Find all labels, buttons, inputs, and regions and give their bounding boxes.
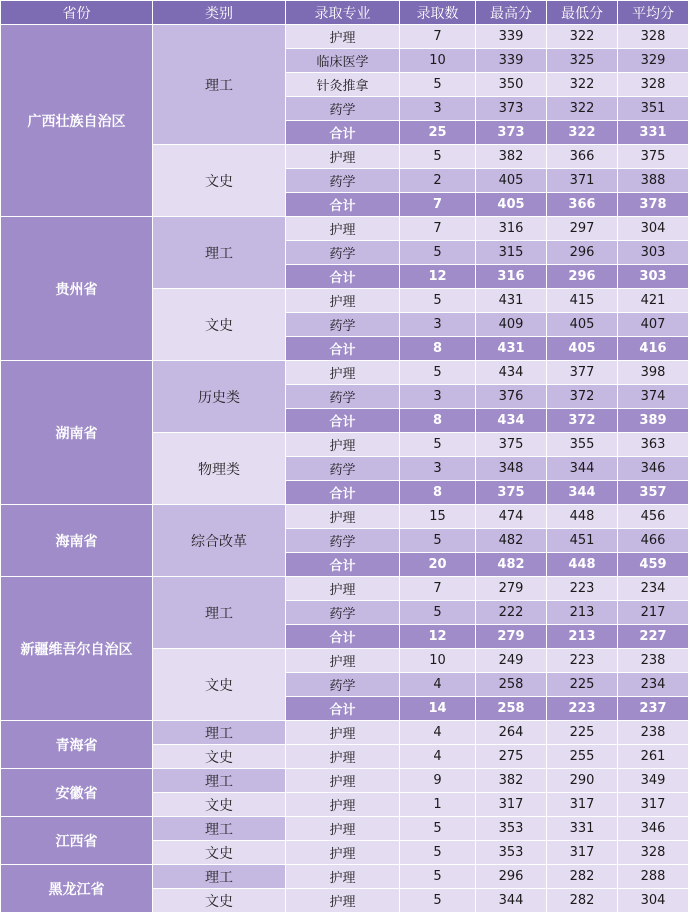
max-score-cell: 264	[476, 721, 547, 745]
max-score-cell: 482	[476, 553, 547, 577]
min-score-cell: 448	[547, 553, 618, 577]
province-cell: 湖南省	[1, 361, 153, 505]
major-cell: 合计	[286, 409, 400, 433]
major-cell: 护理	[286, 817, 400, 841]
category-cell: 文史	[153, 793, 286, 817]
header-min-score: 最低分	[547, 1, 618, 25]
avg-score-cell: 317	[618, 793, 688, 817]
max-score-cell: 382	[476, 769, 547, 793]
category-cell: 历史类	[153, 361, 286, 433]
table-row	[1, 577, 688, 601]
count-cell: 4	[400, 721, 476, 745]
avg-score-cell: 328	[618, 841, 688, 865]
min-score-cell: 213	[547, 601, 618, 625]
count-cell: 5	[400, 241, 476, 265]
avg-score-cell: 466	[618, 529, 688, 553]
header-avg-score: 平均分	[618, 1, 688, 25]
avg-score-cell: 238	[618, 721, 688, 745]
major-cell: 合计	[286, 193, 400, 217]
major-cell: 护理	[286, 721, 400, 745]
avg-score-cell: 328	[618, 73, 688, 97]
header-major: 录取专业	[286, 1, 400, 25]
min-score-cell: 448	[547, 505, 618, 529]
table-row	[1, 361, 688, 385]
table-body	[1, 25, 688, 913]
max-score-cell: 316	[476, 217, 547, 241]
min-score-cell: 317	[547, 793, 618, 817]
count-cell: 5	[400, 889, 476, 913]
count-cell: 20	[400, 553, 476, 577]
min-score-cell: 317	[547, 841, 618, 865]
major-cell: 护理	[286, 745, 400, 769]
count-cell: 9	[400, 769, 476, 793]
count-cell: 8	[400, 337, 476, 361]
major-cell: 护理	[286, 433, 400, 457]
max-score-cell: 317	[476, 793, 547, 817]
min-score-cell: 344	[547, 481, 618, 505]
header-province: 省份	[1, 1, 153, 25]
max-score-cell: 339	[476, 25, 547, 49]
avg-score-cell: 346	[618, 457, 688, 481]
major-cell: 药学	[286, 241, 400, 265]
max-score-cell: 474	[476, 505, 547, 529]
max-score-cell: 279	[476, 625, 547, 649]
count-cell: 1	[400, 793, 476, 817]
province-cell: 安徽省	[1, 769, 153, 817]
max-score-cell: 434	[476, 361, 547, 385]
major-cell: 护理	[286, 361, 400, 385]
count-cell: 5	[400, 601, 476, 625]
min-score-cell: 322	[547, 25, 618, 49]
min-score-cell: 325	[547, 49, 618, 73]
major-cell: 护理	[286, 25, 400, 49]
major-cell: 护理	[286, 649, 400, 673]
max-score-cell: 348	[476, 457, 547, 481]
header-count: 录取数	[400, 1, 476, 25]
min-score-cell: 223	[547, 577, 618, 601]
max-score-cell: 222	[476, 601, 547, 625]
province-cell: 江西省	[1, 817, 153, 865]
count-cell: 12	[400, 265, 476, 289]
max-score-cell: 482	[476, 529, 547, 553]
avg-score-cell: 416	[618, 337, 688, 361]
province-cell: 新疆维吾尔自治区	[1, 577, 153, 721]
avg-score-cell: 331	[618, 121, 688, 145]
min-score-cell: 377	[547, 361, 618, 385]
category-cell: 文史	[153, 649, 286, 721]
major-cell: 护理	[286, 505, 400, 529]
avg-score-cell: 388	[618, 169, 688, 193]
max-score-cell: 344	[476, 889, 547, 913]
avg-score-cell: 261	[618, 745, 688, 769]
major-cell: 护理	[286, 289, 400, 313]
avg-score-cell: 303	[618, 265, 688, 289]
max-score-cell: 373	[476, 121, 547, 145]
max-score-cell: 375	[476, 433, 547, 457]
max-score-cell: 296	[476, 865, 547, 889]
max-score-cell: 279	[476, 577, 547, 601]
min-score-cell: 331	[547, 817, 618, 841]
header-max-score: 最高分	[476, 1, 547, 25]
min-score-cell: 355	[547, 433, 618, 457]
major-cell: 合计	[286, 121, 400, 145]
count-cell: 7	[400, 193, 476, 217]
count-cell: 8	[400, 409, 476, 433]
count-cell: 5	[400, 145, 476, 169]
category-cell: 理工	[153, 217, 286, 289]
avg-score-cell: 304	[618, 217, 688, 241]
min-score-cell: 372	[547, 409, 618, 433]
avg-score-cell: 234	[618, 673, 688, 697]
min-score-cell: 290	[547, 769, 618, 793]
avg-score-cell: 378	[618, 193, 688, 217]
count-cell: 10	[400, 649, 476, 673]
category-cell: 理工	[153, 865, 286, 889]
count-cell: 7	[400, 577, 476, 601]
table-row	[1, 865, 688, 889]
max-score-cell: 249	[476, 649, 547, 673]
avg-score-cell: 346	[618, 817, 688, 841]
major-cell: 合计	[286, 697, 400, 721]
major-cell: 护理	[286, 769, 400, 793]
count-cell: 5	[400, 841, 476, 865]
min-score-cell: 225	[547, 673, 618, 697]
major-cell: 合计	[286, 625, 400, 649]
avg-score-cell: 304	[618, 889, 688, 913]
avg-score-cell: 329	[618, 49, 688, 73]
count-cell: 25	[400, 121, 476, 145]
avg-score-cell: 389	[618, 409, 688, 433]
max-score-cell: 353	[476, 841, 547, 865]
count-cell: 8	[400, 481, 476, 505]
min-score-cell: 296	[547, 241, 618, 265]
category-cell: 理工	[153, 577, 286, 649]
max-score-cell: 375	[476, 481, 547, 505]
province-cell: 海南省	[1, 505, 153, 577]
major-cell: 药学	[286, 169, 400, 193]
min-score-cell: 405	[547, 313, 618, 337]
major-cell: 药学	[286, 529, 400, 553]
avg-score-cell: 407	[618, 313, 688, 337]
min-score-cell: 296	[547, 265, 618, 289]
count-cell: 10	[400, 49, 476, 73]
max-score-cell: 434	[476, 409, 547, 433]
min-score-cell: 322	[547, 121, 618, 145]
avg-score-cell: 374	[618, 385, 688, 409]
major-cell: 护理	[286, 145, 400, 169]
max-score-cell: 376	[476, 385, 547, 409]
category-cell: 文史	[153, 289, 286, 361]
min-score-cell: 371	[547, 169, 618, 193]
min-score-cell: 225	[547, 721, 618, 745]
avg-score-cell: 217	[618, 601, 688, 625]
avg-score-cell: 363	[618, 433, 688, 457]
avg-score-cell: 375	[618, 145, 688, 169]
min-score-cell: 366	[547, 145, 618, 169]
major-cell: 临床医学	[286, 49, 400, 73]
major-cell: 合计	[286, 481, 400, 505]
min-score-cell: 322	[547, 73, 618, 97]
min-score-cell: 297	[547, 217, 618, 241]
max-score-cell: 316	[476, 265, 547, 289]
count-cell: 5	[400, 361, 476, 385]
min-score-cell: 366	[547, 193, 618, 217]
avg-score-cell: 398	[618, 361, 688, 385]
major-cell: 护理	[286, 793, 400, 817]
table-row	[1, 25, 688, 49]
province-cell: 青海省	[1, 721, 153, 769]
category-cell: 理工	[153, 721, 286, 745]
max-score-cell: 405	[476, 193, 547, 217]
category-cell: 文史	[153, 745, 286, 769]
header-category: 类别	[153, 1, 286, 25]
header-row	[1, 1, 688, 25]
min-score-cell: 223	[547, 649, 618, 673]
count-cell: 7	[400, 217, 476, 241]
table-row	[1, 505, 688, 529]
table-row	[1, 817, 688, 841]
avg-score-cell: 237	[618, 697, 688, 721]
count-cell: 5	[400, 433, 476, 457]
count-cell: 4	[400, 745, 476, 769]
min-score-cell: 282	[547, 865, 618, 889]
avg-score-cell: 421	[618, 289, 688, 313]
major-cell: 合计	[286, 265, 400, 289]
table-row	[1, 769, 688, 793]
max-score-cell: 431	[476, 289, 547, 313]
max-score-cell: 431	[476, 337, 547, 361]
category-cell: 物理类	[153, 433, 286, 505]
category-cell: 文史	[153, 841, 286, 865]
major-cell: 药学	[286, 313, 400, 337]
count-cell: 5	[400, 73, 476, 97]
min-score-cell: 255	[547, 745, 618, 769]
major-cell: 药学	[286, 457, 400, 481]
min-score-cell: 213	[547, 625, 618, 649]
count-cell: 3	[400, 385, 476, 409]
max-score-cell: 405	[476, 169, 547, 193]
province-cell: 广西壮族自治区	[1, 25, 153, 217]
count-cell: 5	[400, 817, 476, 841]
count-cell: 5	[400, 529, 476, 553]
count-cell: 12	[400, 625, 476, 649]
max-score-cell: 258	[476, 673, 547, 697]
province-cell: 黑龙江省	[1, 865, 153, 913]
count-cell: 3	[400, 313, 476, 337]
category-cell: 理工	[153, 25, 286, 145]
major-cell: 药学	[286, 673, 400, 697]
count-cell: 2	[400, 169, 476, 193]
category-cell: 综合改革	[153, 505, 286, 577]
count-cell: 5	[400, 289, 476, 313]
avg-score-cell: 459	[618, 553, 688, 577]
avg-score-cell: 227	[618, 625, 688, 649]
major-cell: 药学	[286, 385, 400, 409]
avg-score-cell: 288	[618, 865, 688, 889]
major-cell: 护理	[286, 865, 400, 889]
max-score-cell: 315	[476, 241, 547, 265]
category-cell: 理工	[153, 769, 286, 793]
category-cell: 理工	[153, 817, 286, 841]
major-cell: 护理	[286, 841, 400, 865]
count-cell: 15	[400, 505, 476, 529]
avg-score-cell: 351	[618, 97, 688, 121]
province-cell: 贵州省	[1, 217, 153, 361]
table-row	[1, 217, 688, 241]
min-score-cell: 282	[547, 889, 618, 913]
avg-score-cell: 303	[618, 241, 688, 265]
count-cell: 7	[400, 25, 476, 49]
avg-score-cell: 328	[618, 25, 688, 49]
major-cell: 合计	[286, 553, 400, 577]
max-score-cell: 382	[476, 145, 547, 169]
avg-score-cell: 234	[618, 577, 688, 601]
max-score-cell: 409	[476, 313, 547, 337]
min-score-cell: 372	[547, 385, 618, 409]
min-score-cell: 415	[547, 289, 618, 313]
major-cell: 护理	[286, 577, 400, 601]
major-cell: 药学	[286, 97, 400, 121]
avg-score-cell: 349	[618, 769, 688, 793]
min-score-cell: 451	[547, 529, 618, 553]
max-score-cell: 353	[476, 817, 547, 841]
min-score-cell: 405	[547, 337, 618, 361]
min-score-cell: 344	[547, 457, 618, 481]
count-cell: 3	[400, 97, 476, 121]
count-cell: 4	[400, 673, 476, 697]
count-cell: 5	[400, 865, 476, 889]
table-row	[1, 721, 688, 745]
count-cell: 3	[400, 457, 476, 481]
max-score-cell: 373	[476, 97, 547, 121]
major-cell: 针灸推拿	[286, 73, 400, 97]
category-cell: 文史	[153, 889, 286, 913]
major-cell: 药学	[286, 601, 400, 625]
major-cell: 合计	[286, 337, 400, 361]
max-score-cell: 339	[476, 49, 547, 73]
avg-score-cell: 456	[618, 505, 688, 529]
max-score-cell: 350	[476, 73, 547, 97]
max-score-cell: 258	[476, 697, 547, 721]
avg-score-cell: 238	[618, 649, 688, 673]
major-cell: 护理	[286, 217, 400, 241]
max-score-cell: 275	[476, 745, 547, 769]
min-score-cell: 322	[547, 97, 618, 121]
category-cell: 文史	[153, 145, 286, 217]
count-cell: 14	[400, 697, 476, 721]
min-score-cell: 223	[547, 697, 618, 721]
major-cell: 护理	[286, 889, 400, 913]
avg-score-cell: 357	[618, 481, 688, 505]
